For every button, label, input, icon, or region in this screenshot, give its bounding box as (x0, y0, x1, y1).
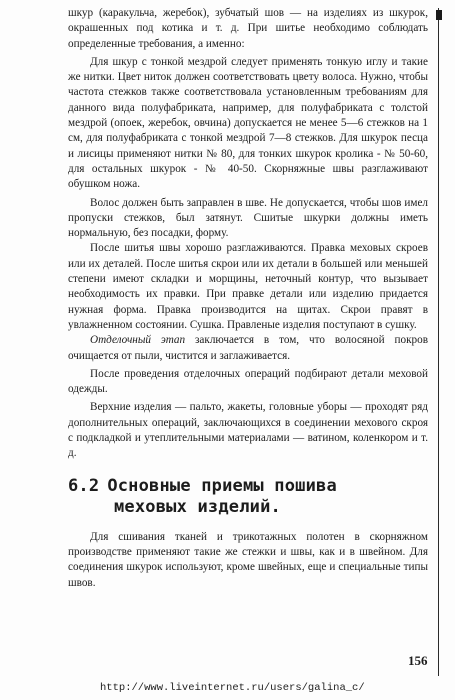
finishing-stage-text: заключается в том, что волосяной покров очищается от пыли, чистится и заглаживается. (68, 334, 428, 362)
paragraph-outerwear: Верхние изделия — пальто, жакеты, головные уборы — проходят ряд дополнительных операций, заключающихся в соединении мехового скроя с подкладкой и утеплительными материалами — ватином, коленкором и т. д. (68, 401, 428, 460)
footer-url: http://www.liveinternet.ru/users/galina_c/ (100, 682, 365, 694)
section-title-line1: Основные приемы пошива (107, 475, 337, 496)
paragraph-selecting-details: После проведения отделочных операций подбирают детали меховой одежды. (68, 367, 428, 396)
paragraph-thread-requirements: Для шкур с тонкой мездрой следует применять тонкую иглу и такие же нитки. Цвет ниток должен соответствовать цвету волоса. Нужно, чтобы частота стежков также соответствовала установленным требованиям для данного вида полуфабриката, например, для полуфабриката с толстой мездрой (опоек, жеребок, овчина) допускается не менее 5—6 стежков на 1 см, для полуфабриката с тонкой мездрой 7—8 стежков. Для шкурок песца и лисицы применяют нитки № 80, для тонких шкурок кролика - № 50-60, для остальных шкурок - № 40-50. Скорняжные швы разглаживают обушком ножа. (68, 55, 428, 191)
section-title-line2: меховых изделий. (114, 496, 281, 517)
page-edge-line (438, 8, 439, 676)
page-number: 156 (408, 653, 428, 668)
section-heading (68, 476, 428, 518)
paragraph-straightening: После шитья швы хорошо разглаживаются. Правка меховых скроев или их деталей. После шитья скрои или их детали в большей или меньшей степени имеют складки и морщины, неточный контур, что вызывает необходимость их правки. При правке детали или изделию придается нужная форма. Правка производится на щитах. Скрои правят в увлажненном состоянии. Сушка. Правленые изделия поступают в сушку. (68, 242, 428, 331)
finishing-stage-term: Отделочный этап (90, 334, 186, 347)
paragraph-finishing-stage (68, 333, 428, 364)
page-edge-mark (436, 10, 442, 20)
paragraph-sewing-fabrics: Для сшивания тканей и трикотажных полотен в скорняжном производстве применяют такие же стежки и швы, как и в швейном. Для соединения шкурок используют, кроме швейных, еще и специальные типы швов. (68, 530, 428, 589)
paragraph-continuation: шкур (каракульча, жеребок), зубчатый шов — на изделиях из шкурок, окрашенных под котика и т. д. При шитье необходимо соблюдать определенные требования, а именно: (68, 7, 428, 50)
section-number: 6.2 (68, 475, 100, 496)
paragraph-hair-in-seam: Волос должен быть заправлен в шве. Не допускается, чтобы шов имел пропуски стежков, был затянут. Сшитые шкурки должны иметь нормальную, без посадки, форму. (68, 196, 428, 240)
page-text (68, 6, 428, 591)
